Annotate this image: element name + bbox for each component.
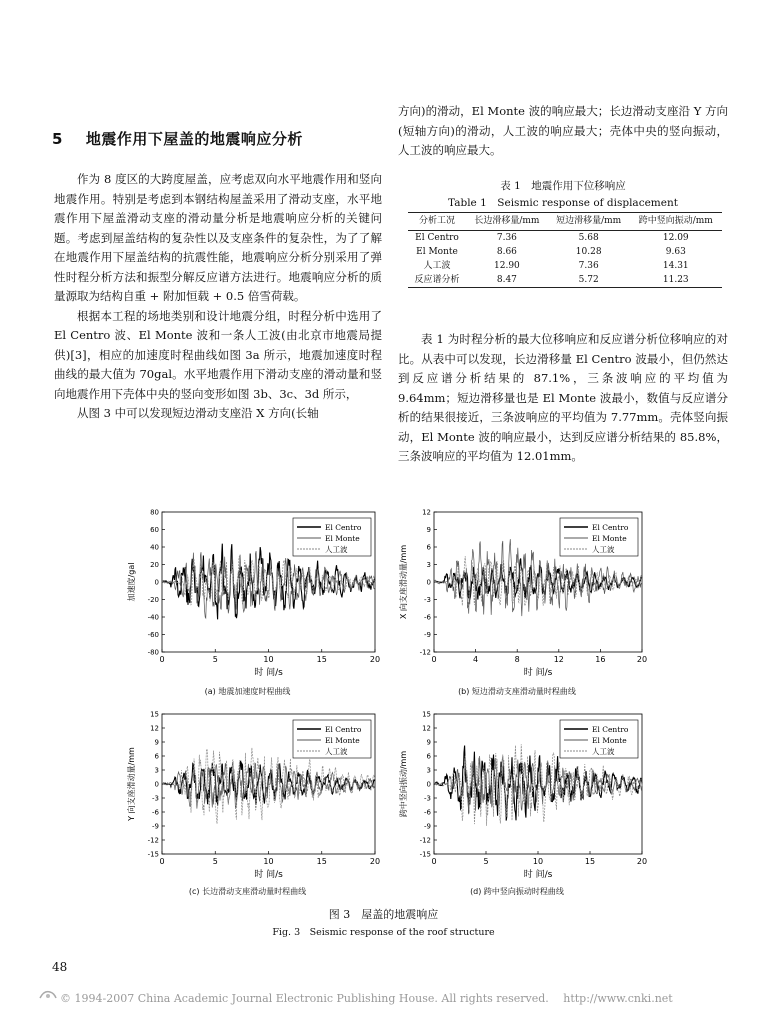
subcaption-d: (d) 跨中竖向振动时程曲线 (470, 887, 564, 896)
y-tick-label: -80 (147, 648, 159, 657)
y-tick-label: -12 (147, 836, 159, 845)
page-number: 48 (52, 960, 68, 974)
x-tick-label: 0 (431, 857, 437, 866)
legend-label: 人工波 (592, 545, 615, 554)
chart-acceleration (110, 504, 385, 682)
paragraph-time-history: 根据本工程的场地类别和设计地震分组，时程分析中选用了 El Centro 波、El Monte 波和一条人工波(由北京市地震局提供)[3]，相应的加速度时程曲线如图 3a 所示，地震加速度时程曲线的最大值为 70gal。水平地震作用下滑动支座的滑动量和竖向地震作用下壳体中央的竖向变形如图 3b、3c、3d 所示， (54, 308, 382, 401)
legend-label: 人工波 (325, 747, 348, 756)
chart-short-edge-slip (382, 504, 652, 682)
paragraph-intro: 作为 8 度区的大跨度屋盖，应考虑双向水平地震作用和竖向地震作用。特别是考虑到本钢结构屋盖采用了滑动支座，水平地震作用下屋盖滑动支座的滑动量分析是地震响应分析的关键问题。考虑到屋盖结构的复杂性以及支座条件的复杂性，为了了解在地震作用下屋盖结构的抗震性能，地震响应分析分别采用了弹性时程分析方法和振型分解反应谱方法进行。地震响应分析的质量源取为结构自重 + 附加恒载 + 0.5 倍雪荷载。 (54, 172, 382, 303)
table-cell: 5.72 (578, 275, 599, 285)
y-tick-label: -9 (424, 822, 431, 831)
figure-caption-cn: 图 3 屋盖的地震响应 (328, 908, 439, 921)
table-row (408, 259, 722, 273)
x-tick-label: 20 (369, 857, 381, 866)
y-tick-label: 0 (154, 780, 159, 789)
table-cell: El Monte (416, 247, 458, 257)
y-tick-label: 3 (426, 766, 431, 775)
x-tick-label: 12 (553, 655, 564, 664)
legend-label: El Monte (325, 534, 360, 543)
x-tick-label: 5 (483, 857, 489, 866)
y-tick-label: 15 (422, 710, 431, 719)
table-cell: 12.09 (662, 233, 689, 243)
y-tick-label: 3 (154, 766, 159, 775)
table-cell: 7.36 (578, 261, 599, 271)
y-tick-label: -60 (147, 631, 159, 639)
y-tick-label: 9 (426, 738, 431, 747)
y-tick-label: -15 (147, 850, 159, 859)
left-column (54, 170, 382, 424)
x-tick-label: 16 (595, 655, 606, 664)
x-axis-label: 时 间/s (523, 668, 553, 678)
x-tick-label: 10 (532, 857, 544, 866)
y-tick-label: 40 (150, 543, 159, 552)
x-tick-label: 0 (159, 857, 165, 866)
y-tick-label: -12 (419, 836, 431, 845)
copyright-footer: © 1994-2007 China Academic Journal Electronic Publishing House. All rights reserved. http://www.cnki.net (60, 992, 673, 1005)
x-tick-label: 5 (212, 655, 218, 664)
table-row (408, 245, 722, 259)
right-column-mid (398, 330, 728, 467)
y-tick-label: 0 (426, 780, 431, 789)
table-header: 分析工况 (418, 216, 455, 226)
section-title (52, 128, 303, 149)
subcaption-c: (c) 长边滑动支座滑动量时程曲线 (188, 887, 307, 896)
table-header: 跨中竖向振动/mm (638, 216, 713, 226)
paragraph-continued: 方向)的滑动，El Monte 波的响应最大；长边滑动支座沿 Y 方向(短轴方向)的滑动，人工波的响应最大；壳体中央的竖向振动，人工波的响应最大。 (398, 104, 728, 157)
legend-label: El Monte (592, 736, 627, 745)
x-tick-label: 0 (159, 655, 165, 664)
table-cell: 14.31 (662, 261, 689, 271)
subcaption-b: (b) 短边滑动支座滑动量时程曲线 (458, 687, 576, 696)
y-tick-label: 20 (150, 561, 159, 569)
x-axis-label: 时 间/s (254, 668, 283, 678)
figure-caption-en: Fig. 3 Seismic response of the roof structure (272, 927, 495, 938)
y-tick-label: 12 (422, 724, 431, 733)
table-cell: 9.63 (665, 247, 686, 257)
y-tick-label: 6 (154, 752, 159, 761)
y-tick-label: 3 (426, 561, 431, 569)
y-tick-label: 12 (422, 508, 431, 517)
table-row (408, 231, 722, 246)
x-tick-label: 4 (473, 655, 479, 664)
paragraph-table-discussion: 表 1 为时程分析的最大位移响应和反应谱分析位移响应的对比。从表中可以发现，长边滑移量 El Centro 波最小，但仍然达到反应谱分析结果的 87.1%，三条波响应的平均值为 9.64mm；短边滑移量也是 El Monte 波最小，数值与反应谱分析的结果很接近，三条波响应的平均值为 7.77mm。壳体竖向振动，El Monte 波的响应最小，达到反应谱分析结果的 85.8%，三条波响应的平均值为 12.01mm。 (398, 332, 728, 463)
x-tick-label: 10 (263, 655, 274, 664)
y-tick-label: 15 (150, 710, 159, 719)
y-tick-label: -6 (424, 613, 431, 622)
y-tick-label: 9 (154, 738, 159, 747)
y-tick-label: -20 (147, 596, 159, 604)
legend-label: 人工波 (325, 545, 348, 554)
legend-label: El Centro (592, 725, 629, 734)
y-axis-label: 跨中竖向振动/mm (399, 750, 408, 818)
x-tick-label: 15 (316, 857, 327, 866)
y-tick-label: -12 (419, 648, 431, 657)
x-tick-label: 0 (431, 655, 437, 664)
table-cell: 人工波 (423, 261, 451, 271)
x-tick-label: 15 (584, 857, 596, 866)
y-tick-label: -15 (419, 850, 431, 859)
right-column-top (398, 102, 728, 161)
x-tick-label: 5 (212, 857, 218, 866)
table-cell: 7.36 (496, 233, 517, 243)
table-header: 长边滑移量/mm (474, 216, 540, 226)
y-tick-label: 6 (426, 752, 431, 761)
legend-label: El Monte (592, 534, 627, 543)
y-tick-label: -9 (152, 822, 159, 831)
x-tick-label: 8 (514, 655, 520, 664)
y-tick-label: -3 (424, 794, 431, 803)
legend-label: El Centro (592, 523, 629, 532)
table-cell: 11.23 (662, 275, 689, 285)
table-cell: El Centro (415, 233, 459, 243)
table-cell: 12.90 (494, 261, 520, 271)
x-tick-label: 20 (636, 655, 648, 664)
x-tick-label: 20 (636, 857, 648, 866)
y-tick-label: 60 (150, 526, 159, 534)
x-tick-label: 10 (263, 857, 274, 866)
y-tick-label: -40 (147, 613, 159, 622)
table-row (408, 273, 722, 288)
x-axis-label: 时 间/s (254, 870, 283, 880)
subcaption-a: (a) 地震加速度时程曲线 (204, 687, 291, 696)
y-tick-label: 9 (426, 526, 431, 534)
table-title-cn: 表 1 地震作用下位移响应 (500, 180, 626, 192)
x-axis-label: 时 间/s (523, 870, 553, 880)
table-cell: 8.47 (496, 275, 517, 285)
y-tick-label: 0 (426, 578, 431, 587)
legend-label: El Centro (325, 725, 362, 734)
y-tick-label: -3 (152, 794, 159, 803)
y-axis-label: X 向支座滑动量/mm (399, 544, 408, 620)
y-tick-label: 0 (154, 578, 159, 587)
legend-label: El Centro (325, 523, 362, 532)
displacement-table (408, 212, 722, 288)
table-header-row (408, 213, 722, 231)
section-number: 5 (52, 130, 63, 148)
table-cell: 反应谱分析 (414, 275, 460, 285)
y-tick-label: 12 (150, 724, 159, 733)
y-tick-label: -6 (152, 808, 159, 817)
table-cell: 8.66 (496, 247, 517, 257)
section-title-text: 地震作用下屋盖的地震响应分析 (85, 130, 303, 148)
paragraph-fig-ref: 从图 3 中可以发现短边滑动支座沿 X 方向(长轴 (77, 406, 319, 420)
y-tick-label: -9 (424, 631, 431, 639)
legend-label: 人工波 (592, 747, 615, 756)
y-tick-label: 80 (150, 508, 159, 517)
chart-vertical-vibration (382, 706, 652, 884)
legend-label: El Monte (325, 736, 360, 745)
x-tick-label: 15 (316, 655, 327, 664)
y-tick-label: -6 (424, 808, 431, 817)
y-axis-label: Y 向支座滑动量/mm (127, 747, 136, 821)
y-axis-label: 加速度/gal (127, 562, 136, 602)
y-tick-label: -3 (424, 596, 431, 604)
chart-long-edge-slip (110, 706, 385, 884)
table-title-en: Table 1 Seismic response of displacement (448, 197, 678, 209)
table-cell: 5.68 (578, 233, 599, 243)
table-cell: 10.28 (575, 247, 602, 257)
y-tick-label: 6 (426, 543, 431, 552)
table-header: 短边滑移量/mm (556, 216, 622, 226)
cnki-logo-icon (38, 988, 58, 1002)
x-tick-label: 20 (369, 655, 381, 664)
